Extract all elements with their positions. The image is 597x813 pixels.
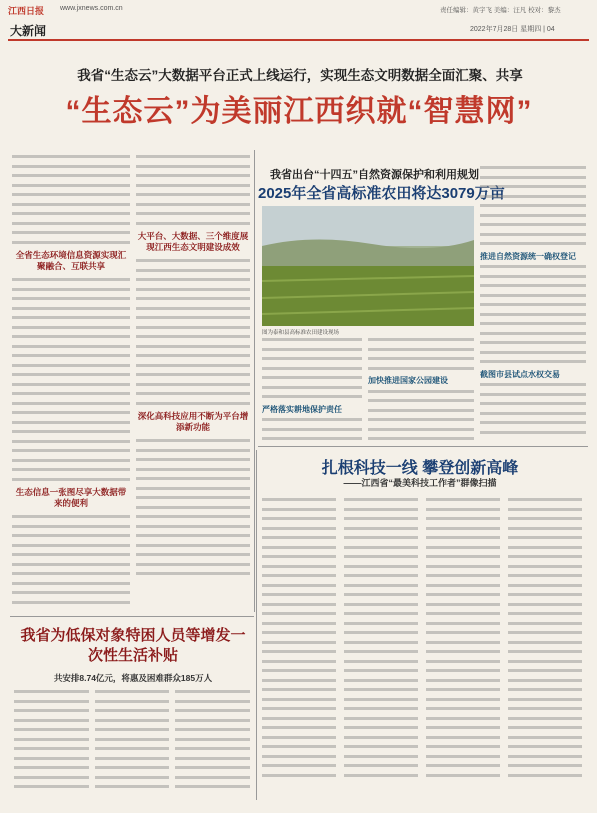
issue-date: 2022年7月28日 星期四 | 04: [470, 26, 555, 33]
science-headline: 扎根科技一线 攀登创新高峰: [321, 460, 519, 477]
farmland-photo: [262, 206, 474, 326]
section-divider: [258, 446, 588, 447]
lead-subhead-3: 深化高科技应用不断为平台增添新功能: [137, 411, 249, 432]
lead-subhead-2: 大平台、大数据、三个维度展现江西生态文明建设成效: [137, 231, 249, 252]
header-rule: [8, 39, 589, 41]
farmland-subhead-4: 截图市县试点水权交易: [480, 369, 560, 379]
lead-kicker: 我省“生态云”大数据平台正式上线运行，实现生态文明数据全面汇聚、共享: [77, 68, 523, 83]
aid-headline: 我省为低保对象特困人员等增发一次性生活补贴: [20, 627, 246, 664]
column-divider-lower: [256, 450, 257, 800]
lead-subhead-4: 生态信息一张图尽享大数据带来的便利: [15, 487, 127, 508]
farmland-body-col1: [262, 338, 362, 442]
lead-body-col2: [136, 155, 250, 620]
farmland-subhead-3: 推进自然资源统一确权登记: [480, 251, 576, 261]
aid-body: [14, 690, 250, 802]
aid-subhead: 共安排8.74亿元，将惠及困难群众185万人: [53, 673, 213, 683]
science-body: [262, 498, 582, 798]
section-title: 大新闻: [10, 24, 47, 38]
farmland-subhead-1: 严格落实耕地保护责任: [262, 404, 342, 414]
farmland-body-col2: [368, 338, 474, 442]
lead-body-col1: [12, 155, 130, 620]
editor-credits: 责任编辑：黄宇飞 美编：汪凡 校对：黎杰: [440, 7, 561, 14]
farmland-headline: 2025年全省高标准农田将达3079万亩: [258, 185, 505, 202]
column-divider: [254, 150, 255, 612]
lead-headline: “生态云”为美丽江西织就“智慧网”: [65, 95, 533, 128]
science-subhead: ——江西省“最美科技工作者”群像扫描: [343, 478, 497, 488]
farmland-body-col3: [480, 166, 586, 442]
farmland-kicker: 我省出台“十四五”自然资源保护和利用规划: [270, 169, 479, 181]
lead-subhead-1: 全省生态环境信息资源实现汇聚融合、互联共享: [15, 250, 127, 271]
aid-divider: [10, 616, 254, 617]
farmland-subhead-2: 加快推进国家公园建设: [368, 376, 448, 385]
photo-caption: 图为泰和县高标准农田建设现场: [262, 330, 340, 336]
website-url: www.jxnews.com.cn: [60, 5, 123, 12]
newspaper-logo: 江西日报: [8, 6, 45, 16]
